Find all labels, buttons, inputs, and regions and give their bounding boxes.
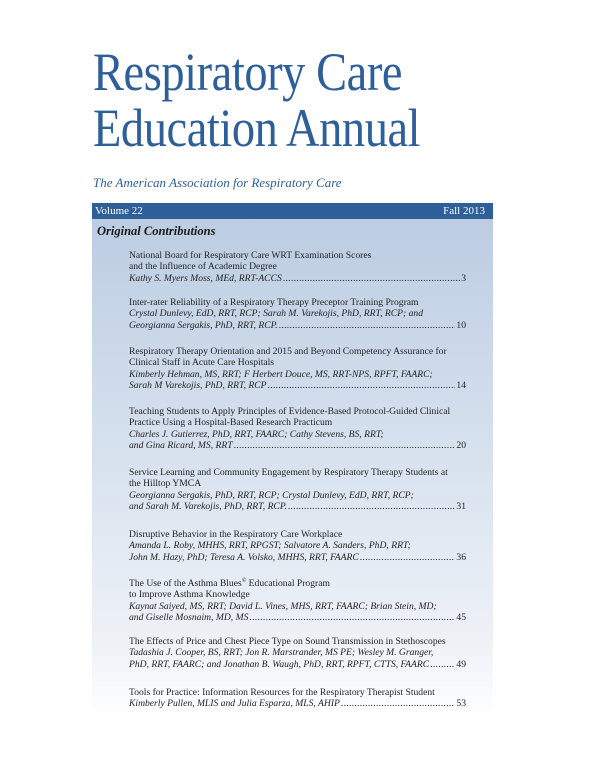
entry-authors-line: Amanda L. Roby, MHHS, RRT, RPGST; Salvatore A. Sanders, PhD, RRT;	[129, 540, 411, 552]
entry-last-author: and Gina Ricard, MS, RRT	[129, 439, 233, 451]
toc-entry[interactable]	[129, 406, 466, 451]
entry-page-number: 53	[456, 698, 466, 710]
entry-title-line: and the Influence of Academic Degree	[129, 261, 277, 273]
entry-last-author: Georgianna Sergakis, PhD, RRT, RCP.	[129, 319, 278, 331]
toc-entry[interactable]	[129, 687, 466, 710]
leader-dots	[268, 380, 456, 391]
toc-entry[interactable]	[129, 529, 466, 563]
entry-authors-line: Charles J. Gutierrez, PhD, RRT, FAARC; Cathy Stevens, BS, RRT;	[129, 428, 384, 440]
entry-page-number: 3	[461, 272, 466, 284]
leader-dots	[279, 320, 456, 331]
entry-title-line: Clinical Staff in Acute Care Hospitals	[129, 357, 275, 369]
toc-entry[interactable]	[129, 346, 466, 391]
entry-last-author: Sarah M Varekojis, PhD, RRT, RCP	[129, 379, 267, 391]
publisher-name: The American Association for Respiratory Care	[93, 175, 342, 190]
journal-title	[93, 44, 420, 156]
entry-title-line: The Effects of Price and Chest Piece Type on Sound Transmission in Stethoscopes	[129, 636, 446, 647]
toc-entry[interactable]	[129, 467, 466, 512]
journal-title-line1: Respiratory Care	[93, 42, 403, 102]
entry-page-number: 36	[456, 551, 466, 563]
leader-dots	[249, 612, 455, 623]
entry-author-line	[129, 501, 466, 512]
entry-author-line	[129, 440, 466, 451]
toc-entry[interactable]	[129, 636, 466, 670]
entry-title-line: Service Learning and Community Engagement by Respiratory Therapy Students at	[129, 467, 448, 478]
copyright-mark: ©	[241, 578, 247, 584]
entry-last-author: PhD, RRT, FAARC; and Jonathan B. Waugh, PhD, RRT, RPFT, CTTS, FAARC	[129, 658, 430, 670]
entry-page-number: 45	[456, 612, 466, 624]
entry-title-line: Respiratory Therapy Orientation and 2015 and Beyond Competency Assurance for	[129, 346, 447, 357]
entry-page-number: 31	[456, 500, 466, 512]
entry-authors-line: Georgianna Sergakis, PhD, RRT, RCP; Crystal Dunlevy, EdD, RRT, RCP;	[129, 489, 414, 501]
entry-page-number: 14	[456, 379, 466, 391]
leader-dots	[430, 659, 455, 670]
leader-dots	[283, 273, 460, 284]
volume-label: Volume 22	[95, 205, 143, 217]
entry-author-line	[129, 320, 466, 331]
entry-authors-line: Tadashia J. Cooper, BS, RRT; Jon R. Marstrander, MS PE; Wesley M. Granger,	[129, 647, 434, 659]
entry-title-line: Tools for Practice: Information Resources for the Respiratory Therapist Student	[129, 687, 435, 698]
entry-author-line	[129, 612, 466, 623]
entry-authors-line: Kaynat Saiyed, MS, RRT; David L. Vines, MHS, RRT, FAARC; Brian Stein, MD;	[129, 600, 437, 612]
issue-label: Fall 2013	[443, 205, 485, 217]
leader-dots	[341, 698, 456, 709]
entry-title-line: to Improve Asthma Knowledge	[129, 589, 250, 601]
entry-author-line	[129, 659, 466, 670]
entry-title-line: Disruptive Behavior in the Respiratory Care Workplace	[129, 529, 343, 540]
entry-title-line: Practice Using a Hospital-Based Research Practicum	[129, 417, 333, 429]
entry-last-author: and Sarah M. Varekojis, PhD, RRT, RCP.	[129, 500, 287, 512]
entry-author-line	[129, 380, 466, 391]
leader-dots	[288, 501, 456, 512]
journal-title-line2: Education Annual	[93, 98, 421, 158]
entry-last-author: John M. Hazy, PhD; Teresa A. Volsko, MHHS, RRT, FAARC	[129, 551, 359, 563]
entry-authors-line: Kimberly Hehman, MS, RRT; F Herbert Douce, MS, RRT-NPS, RPFT, FAARC;	[129, 368, 433, 380]
entry-title-line: the Hilltop YMCA	[129, 478, 202, 490]
entry-last-author: Kathy S. Myers Moss, MEd, RRT-ACCS	[129, 272, 282, 284]
leader-dots	[234, 440, 456, 451]
entry-page-number: 49	[456, 658, 466, 670]
entry-page-number: 20	[456, 439, 466, 451]
entry-title-line: The Use of the Asthma Blues© Educational Program	[129, 578, 330, 590]
entry-title-line: Teaching Students to Apply Principles of Evidence-Based Protocol-Guided Clinical	[129, 406, 451, 417]
entry-title-line: National Board for Respiratory Care WRT Examination Scores	[129, 250, 372, 261]
entry-last-author: Kimberly Pullen, MLIS and Julia Esparza, MLS, AHIP	[129, 698, 340, 710]
entry-author-line	[129, 273, 466, 284]
issue-bar	[92, 203, 493, 219]
entry-authors-line: Crystal Dunlevy, EdD, RRT, RCP; Sarah M. Varekojis, PhD, RRT, RCP; and	[129, 308, 423, 320]
entry-last-author: and Giselle Mosnaim, MD, MS	[129, 612, 249, 624]
section-heading: Original Contributions	[97, 224, 216, 238]
leader-dots	[360, 552, 456, 563]
entry-title-line: Inter-rater Reliability of a Respiratory Therapy Preceptor Training Program	[129, 297, 419, 308]
toc-entry[interactable]	[129, 576, 466, 623]
entry-page-number: 10	[456, 319, 466, 331]
entry-author-line	[129, 698, 466, 709]
entry-author-line	[129, 552, 466, 563]
toc-entry[interactable]	[129, 250, 466, 284]
toc-entry[interactable]	[129, 297, 466, 331]
